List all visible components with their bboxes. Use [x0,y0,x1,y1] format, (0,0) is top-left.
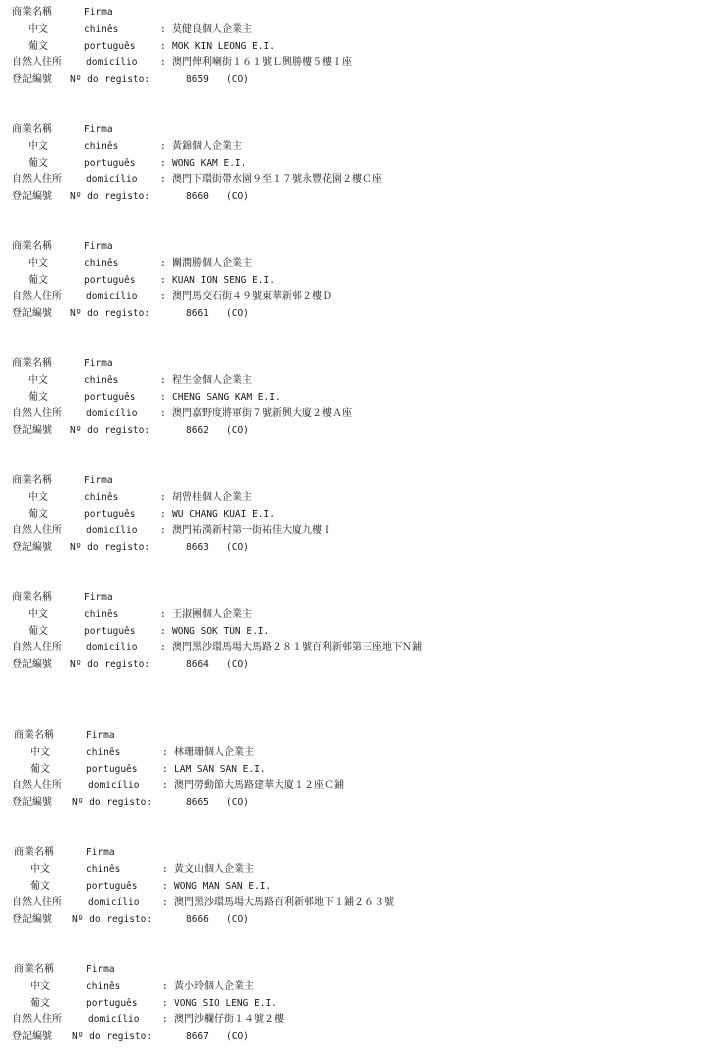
chinese-label-cn: 中文 [30,981,50,992]
chinese-name-value: 程生金個人企業主 [172,375,252,386]
firm-label-cn: 商業名稱 [12,241,52,252]
domicile-label-pt: domicílio [86,291,138,302]
colon: : [162,864,168,875]
portuguese-name-value: VONG SIO LENG E.I. [174,998,277,1009]
chinese-label-pt: chinês [84,375,119,386]
registry-label-cn: 登記編號 [12,308,52,319]
chinese-label-cn: 中文 [28,24,48,35]
colon: : [160,275,166,286]
domicile-label-pt: domicílio [86,642,138,653]
colon: : [160,375,166,386]
chinese-name-value: 王淑團個人企業主 [172,609,252,620]
domicile-label-cn: 自然人住所 [12,57,62,68]
portuguese-name-value: CHENG SANG KAM E.I. [172,392,281,403]
domicile-label-cn: 自然人住所 [12,780,62,791]
domicile-label-pt: domicílio [86,525,138,536]
registry-label-pt: Nº do registo: [70,74,151,85]
colon: : [162,881,168,892]
portuguese-name-value: WONG SOK TUN E.I. [172,626,270,637]
portuguese-label-cn: 葡文 [28,509,48,520]
registry-number-value: 8666 [186,914,209,925]
chinese-label-cn: 中文 [28,141,48,152]
registry-label-cn: 登記編號 [12,797,52,808]
portuguese-label-pt: português [86,764,138,775]
domicile-value: 澳門俾利喇街１６１號Ｌ興勝樓５樓Ｉ座 [172,57,352,68]
firm-label-pt: Firma [86,964,115,975]
registry-label-cn: 登記編號 [12,191,52,202]
chinese-name-value: 黃小玲個人企業主 [174,981,254,992]
portuguese-label-pt: português [84,509,136,520]
chinese-name-value: 黃錦個人企業主 [172,141,242,152]
domicile-label-cn: 自然人住所 [12,525,62,536]
portuguese-label-pt: português [86,881,138,892]
chinese-label-pt: chinês [84,24,119,35]
domicile-label-cn: 自然人住所 [12,642,62,653]
portuguese-name-value: KUAN ION SENG E.I. [172,275,275,286]
domicile-label-cn: 自然人住所 [12,408,62,419]
portuguese-label-pt: português [84,392,136,403]
registry-number-value: 8662 [186,425,209,436]
chinese-label-pt: chinês [86,864,121,875]
portuguese-name-value: LAM SAN SAN E.I. [174,764,266,775]
firm-label-pt: Firma [84,7,113,18]
firm-label-pt: Firma [84,475,113,486]
portuguese-name-value: WONG KAM E.I. [172,158,247,169]
portuguese-label-cn: 葡文 [28,41,48,52]
colon: : [160,24,166,35]
portuguese-label-cn: 葡文 [30,764,50,775]
colon: : [162,747,168,758]
firm-label-cn: 商業名稱 [14,730,54,741]
portuguese-label-cn: 葡文 [28,392,48,403]
chinese-label-cn: 中文 [28,258,48,269]
domicile-label-pt: domicílio [86,174,138,185]
registry-label-cn: 登記編號 [12,74,52,85]
domicile-label-pt: domicílio [88,780,140,791]
chinese-label-cn: 中文 [30,864,50,875]
firm-label-cn: 商業名稱 [14,964,54,975]
colon: : [160,158,166,169]
portuguese-label-cn: 葡文 [30,998,50,1009]
domicile-value: 澳門黑沙環馬場大馬路２８１號百利新邨第三座地下Ｎ鋪 [172,642,422,653]
colon: : [160,509,166,520]
domicile-value: 澳門黑沙環馬場大馬路百利新邨地下１鋪２６３號 [174,897,394,908]
registry-label-pt: Nº do registo: [72,797,153,808]
domicile-label-pt: domicílio [86,408,138,419]
firm-label-pt: Firma [86,730,115,741]
colon: : [162,764,168,775]
firm-label-pt: Firma [84,241,113,252]
colon: : [160,41,166,52]
registry-code-value: (CO) [226,542,249,553]
colon: : [160,609,166,620]
portuguese-label-pt: português [84,626,136,637]
firm-label-cn: 商業名稱 [14,847,54,858]
colon: : [160,525,166,536]
colon: : [160,57,166,68]
chinese-label-pt: chinês [84,258,119,269]
chinese-name-value: 莫健良個人企業主 [172,24,252,35]
chinese-name-value: 林珊珊個人企業主 [174,747,254,758]
registry-number-value: 8659 [186,74,209,85]
registry-label-pt: Nº do registo: [70,659,151,670]
domicile-label-cn: 自然人住所 [12,291,62,302]
portuguese-name-value: MOK KIN LEONG E.I. [172,41,275,52]
firm-label-cn: 商業名稱 [12,7,52,18]
colon: : [160,642,166,653]
domicile-label-pt: domicílio [88,897,140,908]
chinese-name-value: 關潤勝個人企業主 [172,258,252,269]
registry-label-pt: Nº do registo: [72,914,153,925]
registry-code-value: (CO) [226,191,249,202]
registry-code-value: (CO) [226,659,249,670]
colon: : [160,174,166,185]
firm-label-cn: 商業名稱 [12,124,52,135]
portuguese-label-cn: 葡文 [30,881,50,892]
portuguese-label-pt: português [84,275,136,286]
chinese-label-cn: 中文 [30,747,50,758]
registry-number-value: 8664 [186,659,209,670]
domicile-value: 澳門祐漢新村第一街祐佳大廈九樓Ｉ [172,525,332,536]
firm-label-cn: 商業名稱 [12,358,52,369]
registry-label-pt: Nº do registo: [70,425,151,436]
chinese-label-pt: chinês [86,747,121,758]
registry-label-cn: 登記編號 [12,425,52,436]
registry-label-cn: 登記編號 [12,659,52,670]
registry-code-value: (CO) [226,1031,249,1042]
portuguese-name-value: WU CHANG KUAI E.I. [172,509,275,520]
registry-label-cn: 登記編號 [12,542,52,553]
registry-code-value: (CO) [226,797,249,808]
colon: : [162,998,168,1009]
portuguese-label-pt: português [84,41,136,52]
firm-label-pt: Firma [86,847,115,858]
portuguese-label-cn: 葡文 [28,275,48,286]
registry-code-value: (CO) [226,308,249,319]
colon: : [162,897,168,908]
portuguese-label-cn: 葡文 [28,626,48,637]
colon: : [162,1014,168,1025]
portuguese-name-value: WONG MAN SAN E.I. [174,881,272,892]
domicile-label-pt: domicílio [88,1014,140,1025]
domicile-value: 澳門嘉野度將軍街７號新興大廈２樓Ａ座 [172,408,352,419]
chinese-label-pt: chinês [84,141,119,152]
colon: : [160,258,166,269]
registry-number-value: 8663 [186,542,209,553]
chinese-label-cn: 中文 [28,609,48,620]
registry-label-pt: Nº do registo: [70,308,151,319]
colon: : [160,408,166,419]
colon: : [160,392,166,403]
chinese-label-cn: 中文 [28,375,48,386]
domicile-label-pt: domicílio [86,57,138,68]
domicile-value: 澳門勞動節大馬路建華大廈１２座Ｃ鋪 [174,780,344,791]
colon: : [160,626,166,637]
registry-number-value: 8667 [186,1031,209,1042]
domicile-label-cn: 自然人住所 [12,897,62,908]
domicile-value: 澳門下環街帶水園９至１７號永豐花園２樓Ｃ座 [172,174,382,185]
firm-label-cn: 商業名稱 [12,592,52,603]
portuguese-label-pt: português [84,158,136,169]
registry-label-pt: Nº do registo: [70,542,151,553]
registry-label-cn: 登記編號 [12,914,52,925]
firm-label-cn: 商業名稱 [12,475,52,486]
colon: : [160,141,166,152]
domicile-value: 澳門沙欄仔街１４號２樓 [174,1014,284,1025]
chinese-label-pt: chinês [84,492,119,503]
firm-label-pt: Firma [84,358,113,369]
domicile-label-cn: 自然人住所 [12,174,62,185]
registry-label-cn: 登記編號 [12,1031,52,1042]
colon: : [160,291,166,302]
firm-label-pt: Firma [84,592,113,603]
colon: : [162,780,168,791]
registry-code-value: (CO) [226,914,249,925]
chinese-name-value: 胡曾桂個人企業主 [172,492,252,503]
domicile-value: 澳門馬交石街４９號東華新邨２樓Ｄ [172,291,332,302]
colon: : [162,981,168,992]
chinese-label-cn: 中文 [28,492,48,503]
registry-number-value: 8661 [186,308,209,319]
registry-code-value: (CO) [226,74,249,85]
registry-number-value: 8665 [186,797,209,808]
portuguese-label-pt: português [86,998,138,1009]
registry-number-value: 8660 [186,191,209,202]
portuguese-label-cn: 葡文 [28,158,48,169]
chinese-label-pt: chinês [86,981,121,992]
chinese-name-value: 黃文山個人企業主 [174,864,254,875]
firm-label-pt: Firma [84,124,113,135]
chinese-label-pt: chinês [84,609,119,620]
colon: : [160,492,166,503]
registry-label-pt: Nº do registo: [70,191,151,202]
domicile-label-cn: 自然人住所 [12,1014,62,1025]
registry-code-value: (CO) [226,425,249,436]
registry-label-pt: Nº do registo: [72,1031,153,1042]
